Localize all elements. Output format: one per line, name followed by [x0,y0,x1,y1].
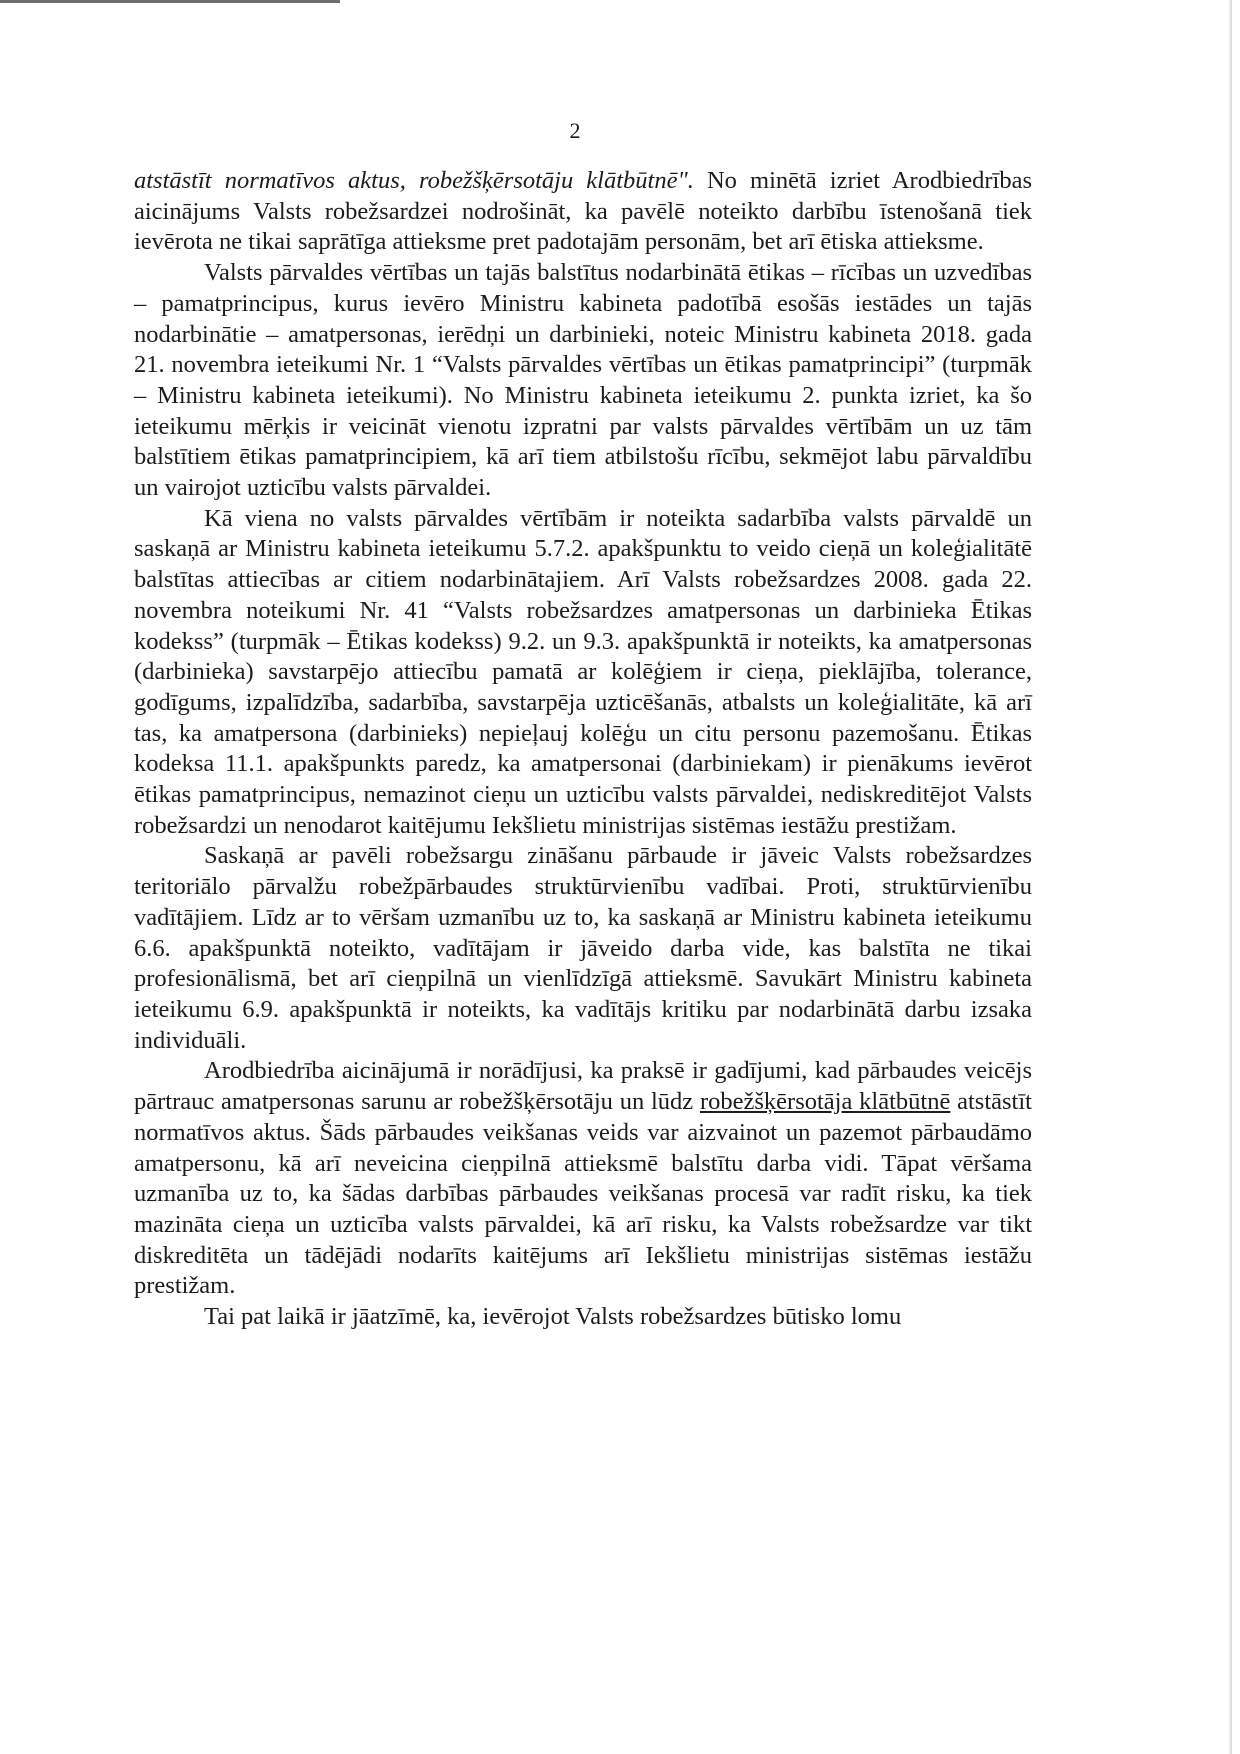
scan-shadow-edge [1228,0,1232,1754]
paragraph-5 [134,1056,1032,1302]
document-body [134,166,1032,1333]
paragraph-1-italic-lead: atstāstīt normatīvos aktus, robežšķērsotāju klātbūtnē". [134,167,694,194]
paragraph-1 [134,166,1032,258]
paragraph-6: Tai pat laikā ir jāatzīmē, ka, ievērojot Valsts robežsardzes būtisko lomu [204,1303,902,1331]
paragraph-5-text-after: atstāstīt normatīvos aktus. Šāds pārbaudes veikšanas veids var aizvainot un pazemot pārbaudāmo amatpersonu, kā arī neveicina cieņpilnā attieksmē balstītu darba vidi. Tāpat vēršama uzmanība uz to, ka šādas darbības pārbaudes veikšanas procesā var radīt risku, ka tiek mazināta cieņa un uzticība valsts pārvaldei, kā arī risku, ka Valsts robežsardze var tikt diskreditēta un tādējādi nodarīts kaitējums arī Iekšlietu ministrijas sistēmas iestāžu prestižam. [134,1088,1032,1300]
page-number: 2 [569,118,581,143]
scan-edge-line [0,0,340,3]
paragraph-1-text: No minētā izriet Arodbiedrības aicinājums Valsts robežsardzei nodrošināt, ka pavēlē noteikto darbību īstenošanā tiek ievērota ne tikai saprātīga attieksme pret padotajām personām, bet arī ētiska attieksme. [134,167,1032,256]
paragraph-4: Saskaņā ar pavēli robežsargu zināšanu pārbaude ir jāveic Valsts robežsardzes teritoriālo pārvalžu robežpārbaudes struktūrvienību vadībai. Proti, struktūrvienību vadītājiem. Līdz ar to vēršam uzmanību uz to, ka saskaņā ar Ministru kabineta ieteikumu 6.6. apakšpunktā noteikto, vadītājam ir jāveido darba vide, kas balstīta ne tikai profesionālismā, bet arī cieņpilnā un vienlīdzīgā attieksmē. Savukārt Ministru kabineta ieteikumu 6.9. apakšpunktā ir noteikts, ka vadītājs kritiku par nodarbinātā darbu izsaka individuāli. [134,842,1032,1054]
paragraph-5-text-before: Arodbiedrība aicinājumā ir norādījusi, ka praksē ir gadījumi, kad pārbaudes veicējs pārtrauc amatpersonas sarunu ar robežšķērsotāju un lūdz [134,1057,1032,1116]
paragraph-2: Valsts pārvaldes vērtības un tajās balstītus nodarbinātā ētikas – rīcības un uzvedības – pamatprincipus, kurus ievēro Ministru kabineta padotībā esošās iestādes un tajās nodarbinātie – amatpersonas, ierēdņi un darbinieki, noteic Ministru kabineta 2018. gada 21. novembra ieteikumi Nr. 1 “Valsts pārvaldes vērtības un ētikas pamatprincipi” (turpmāk – Ministru kabineta ieteikumi). No Ministru kabineta ieteikumu 2. punkta izriet, ka šo ieteikumu mērķis ir veicināt vienotu izpratni par valsts pārvaldes vērtībām un uz tām balstītiem ētikas pamatprincipiem, kā arī tiem atbilstošu rīcību, sekmējot labu pārvaldību un vairojot uzticību valsts pārvaldei. [134,259,1032,502]
paragraph-3: Kā viena no valsts pārvaldes vērtībām ir noteikta sadarbība valsts pārvaldē un saskaņā ar Ministru kabineta ieteikumu 5.7.2. apakšpunktu to veido cieņā un koleģialitātē balstītas attiecības ar citiem nodarbinātajiem. Arī Valsts robežsardzes 2008. gada 22. novembra noteikumi Nr. 41 “Valsts robežsardzes amatpersonas un darbinieka Ētikas kodekss” (turpmāk – Ētikas kodekss) 9.2. un 9.3. apakšpunktā ir noteikts, ka amatpersonas (darbinieka) savstarpējo attiecību pamatā ar kolēģiem ir cieņa, pieklājība, tolerance, godīgums, izpalīdzība, sadarbība, savstarpēja uzticēšanās, atbalsts un koleģialitāte, kā arī tas, ka amatpersona (darbinieks) nepieļauj kolēģu un citu personu pazemošanu. Ētikas kodeksa 11.1. apakšpunkts paredz, ka amatpersonai (darbiniekam) ir pienākums ievērot ētikas pamatprincipus, nemazinot cieņu un uzticību valsts pārvaldei, nediskreditējot Valsts robežsardzi un nenodarot kaitējumu Iekšlietu ministrijas sistēmas iestāžu prestižam. [134,504,1032,839]
paragraph-5-underlined-phrase: robežšķērsotāja klātbūtnē [699,1088,951,1116]
